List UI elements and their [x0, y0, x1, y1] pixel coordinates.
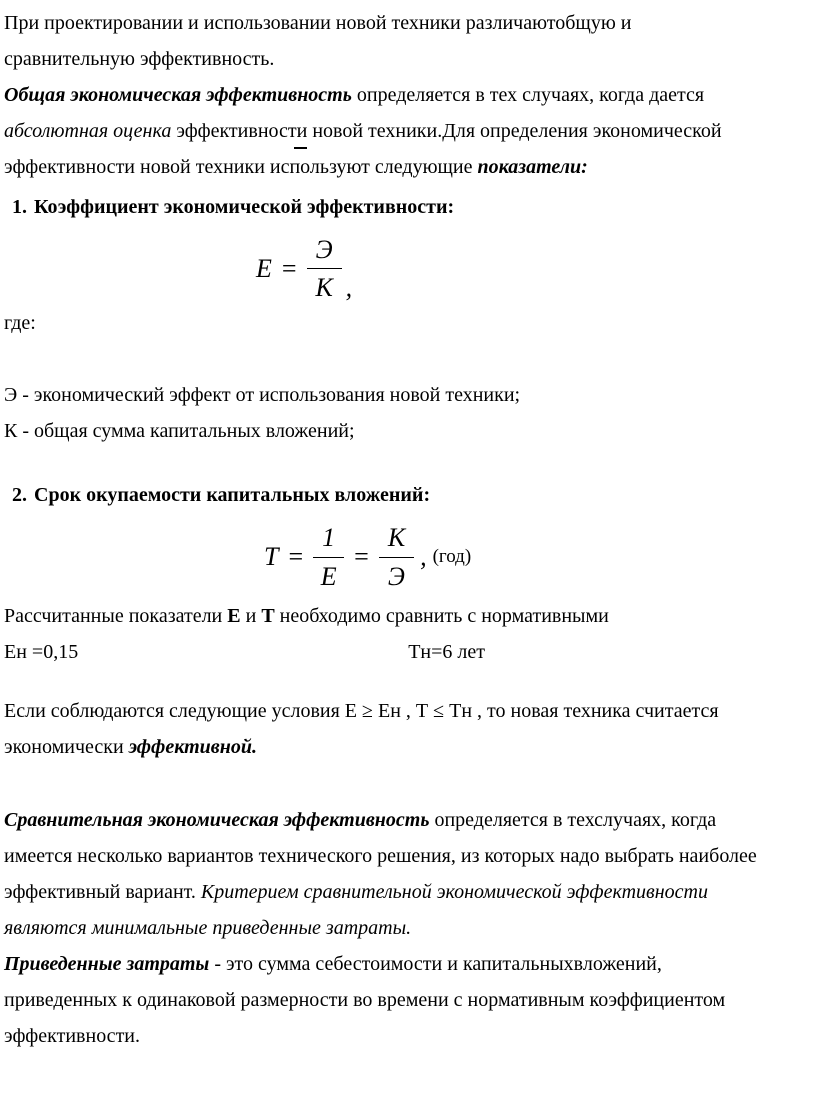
definition-capital: К - общая сумма капитальных вложений; — [4, 420, 355, 443]
formula1-numerator: Э — [307, 234, 342, 269]
heading-item-2 — [4, 477, 758, 514]
absolute-estimate-term: абсолютная оценка — [4, 120, 172, 142]
formula2-unit: (год) — [432, 545, 472, 567]
paragraph-general-efficiency — [4, 77, 758, 185]
reduced-costs-term: Приведенные затраты — [4, 952, 210, 975]
reduced-costs-text: - это сумма себестоимости и капитальныхвложений, приведенных к одинаковой размерности во времени с нормативным коэффициентом эффективности. — [4, 952, 726, 1047]
formula2-lhs: Т — [264, 542, 279, 572]
item-1-label: Коэффициент экономической эффективности: — [34, 196, 455, 218]
formula2-frac1-denominator: Е — [320, 561, 337, 591]
formula1-fraction — [307, 234, 342, 303]
norm-t-value: Тн=6 лет — [408, 640, 485, 663]
norms-line — [4, 634, 758, 671]
comparative-efficiency-term: Сравнительная экономическая эффективность — [4, 808, 430, 831]
formula2-fraction-1 — [313, 522, 344, 591]
effective-term: эффективной. — [128, 735, 257, 758]
compare-text-1: Рассчитанные показатели — [4, 604, 228, 627]
item-2-label: Срок окупаемости капитальных вложений: — [34, 484, 431, 507]
where-label: где: — [4, 312, 36, 335]
definitions-block — [4, 377, 758, 449]
paragraph-comparative-efficiency — [4, 802, 758, 946]
indicators-term: показатели: — [477, 156, 588, 178]
formula1-denominator: К — [315, 273, 333, 303]
compare-symbol-e: Е — [227, 604, 241, 627]
compare-text-3: необходимо сравнить с нормативными — [274, 604, 609, 627]
criterion-text: Критерием сравнительной экономической эффективности являются минимальные приведенные затраты. — [4, 880, 708, 939]
formula-efficiency-coefficient — [256, 234, 758, 303]
formula1-comma: , — [345, 273, 353, 303]
compare-text-2: и — [240, 604, 262, 627]
paragraph-intro — [4, 5, 758, 77]
formula1-equals: = — [281, 254, 297, 284]
formula2-frac2-numerator: К — [379, 522, 414, 557]
formula1-lhs: Е — [256, 254, 272, 284]
compare-symbol-t: Т — [261, 604, 275, 627]
heading-item-1 — [4, 189, 758, 226]
formula2-fraction-2 — [379, 522, 414, 591]
paragraph-compare — [4, 598, 758, 634]
formula2-equals-1: = — [288, 542, 304, 572]
condition-text: Если соблюдаются следующие условия Е ≥ Ен , Т ≤ Тн , то новая техника считается экономически — [4, 699, 719, 758]
formula-payback-period — [264, 522, 758, 591]
general-text-2: эффективности новой техники.Для определения экономической эффективности новой техники используют следующие — [4, 120, 722, 178]
stray-underline-mark — [294, 147, 307, 149]
formula2-frac1-numerator: 1 — [313, 522, 344, 557]
norm-e-value: Ен =0,15 — [4, 640, 79, 663]
formula2-frac2-denominator: Э — [387, 561, 405, 591]
paragraph-reduced-costs — [4, 946, 758, 1054]
general-efficiency-term: Общая экономическая эффективность — [4, 84, 352, 106]
definition-effect: Э - экономический эффект от использования новой техники; — [4, 384, 521, 407]
general-text-1: определяется в тех случаях, когда дается — [351, 84, 705, 106]
comparative-text-1: определяется в техслучаях, когда имеется несколько вариантов технического решения, из которых надо выбрать наиболее эффективный вариант. — [4, 808, 757, 903]
formula2-comma: , — [420, 542, 427, 572]
paragraph-condition — [4, 693, 758, 765]
item-2-number: 2. — [12, 484, 27, 507]
formula2-equals-2: = — [354, 542, 369, 572]
item-1-number: 1. — [12, 196, 27, 218]
intro-text: При проектировании и использовании новой техники различаютобщую и сравнительную эффективность. — [4, 12, 632, 70]
